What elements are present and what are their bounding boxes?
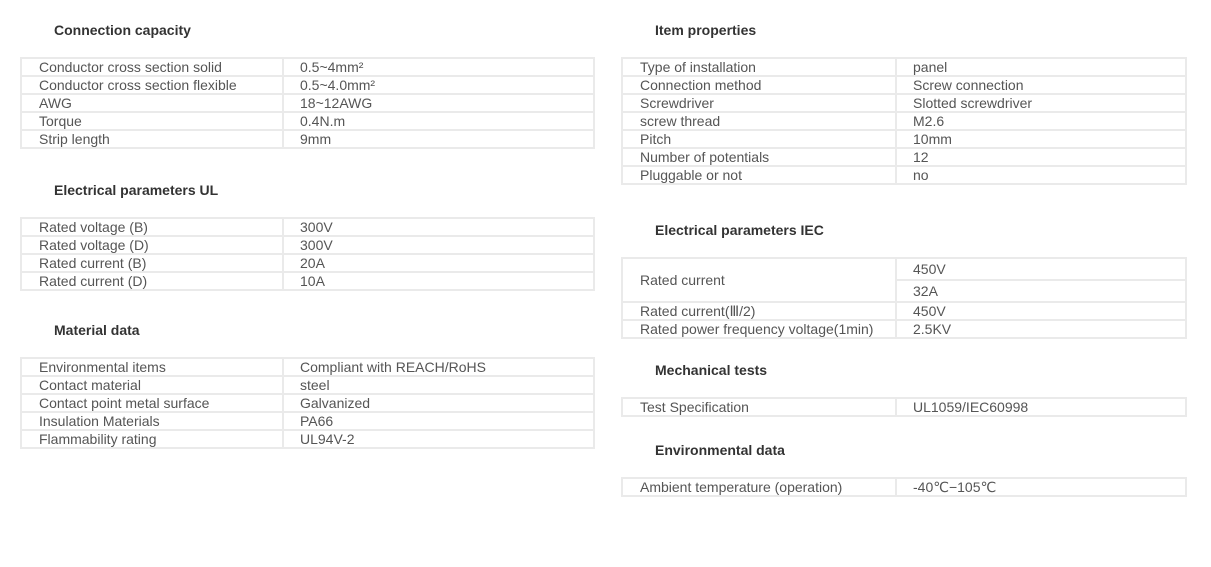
spec-label: Insulation Materials <box>21 412 283 430</box>
spec-label: Rated current(Ⅲ/2) <box>622 302 896 320</box>
spec-value: UL1059/IEC60998 <box>896 398 1186 416</box>
spec-value: 450V <box>913 261 946 277</box>
environmental-data-title: Environmental data <box>655 442 785 458</box>
spec-value: panel <box>896 58 1186 76</box>
spec-value: 12 <box>896 148 1186 166</box>
spec-label: Type of installation <box>622 58 896 76</box>
table-row <box>21 130 594 148</box>
spec-label: Screwdriver <box>622 94 896 112</box>
table-row <box>622 320 1186 338</box>
spec-label: AWG <box>21 94 283 112</box>
spec-value-stack <box>896 258 1186 302</box>
table-row <box>21 218 594 236</box>
table-row <box>622 302 1186 320</box>
spec-value: Galvanized <box>283 394 594 412</box>
table-row <box>21 76 594 94</box>
table-row <box>622 58 1186 76</box>
connection-capacity-table <box>20 57 595 149</box>
item-properties-title: Item properties <box>655 22 757 38</box>
table-row <box>622 478 1186 496</box>
spec-value: M2.6 <box>896 112 1186 130</box>
spec-label: Number of potentials <box>622 148 896 166</box>
material-data-table <box>20 357 595 449</box>
spec-value: 18~12AWG <box>283 94 594 112</box>
spec-value: -40℃−105℃ <box>896 478 1186 496</box>
spec-label: Flammability rating <box>21 430 283 448</box>
connection-capacity-title: Connection capacity <box>54 22 191 38</box>
spec-value: steel <box>283 376 594 394</box>
item-properties-table <box>621 57 1187 185</box>
spec-value: 0.4N.m <box>283 112 594 130</box>
mechanical-tests-table <box>621 397 1187 417</box>
spec-value: PA66 <box>283 412 594 430</box>
electrical-iec-table <box>621 257 1187 339</box>
mechanical-tests-title: Mechanical tests <box>655 362 768 378</box>
spec-label: Strip length <box>21 130 283 148</box>
spec-label: Rated current (B) <box>21 254 283 272</box>
environmental-data-table <box>621 477 1187 497</box>
table-row <box>622 94 1186 112</box>
spec-value: 450V <box>896 302 1186 320</box>
electrical-ul-table <box>20 217 595 291</box>
electrical-ul-title: Electrical parameters UL <box>54 182 219 198</box>
table-row <box>21 394 594 412</box>
table-row <box>21 376 594 394</box>
spec-value: UL94V-2 <box>283 430 594 448</box>
table-row <box>21 254 594 272</box>
spec-label: Contact material <box>21 376 283 394</box>
spec-label: Conductor cross section flexible <box>21 76 283 94</box>
spec-label: Torque <box>21 112 283 130</box>
spec-value: 10A <box>283 272 594 290</box>
spec-label: Test Specification <box>622 398 896 416</box>
spec-label: Environmental items <box>21 358 283 376</box>
table-row <box>21 58 594 76</box>
spec-label: Rated voltage (D) <box>21 236 283 254</box>
material-data-title: Material data <box>54 322 140 338</box>
table-row <box>21 430 594 448</box>
spec-label: Connection method <box>622 76 896 94</box>
table-row <box>21 412 594 430</box>
spec-value: 0.5~4mm² <box>283 58 594 76</box>
table-row <box>622 76 1186 94</box>
table-row <box>622 130 1186 148</box>
spec-value: 10mm <box>896 130 1186 148</box>
spec-label: Contact point metal surface <box>21 394 283 412</box>
spec-value: no <box>896 166 1186 184</box>
spec-value: Screw connection <box>896 76 1186 94</box>
table-row <box>622 258 1186 302</box>
spec-label: screw thread <box>622 112 896 130</box>
table-row <box>622 148 1186 166</box>
table-row <box>21 236 594 254</box>
spec-label: Pitch <box>622 130 896 148</box>
table-row <box>21 94 594 112</box>
spec-value: 300V <box>283 218 594 236</box>
spec-label: Conductor cross section solid <box>21 58 283 76</box>
spec-label: Ambient temperature (operation) <box>622 478 896 496</box>
spec-value: Compliant with REACH/RoHS <box>283 358 594 376</box>
table-row <box>622 112 1186 130</box>
table-row <box>21 112 594 130</box>
spec-value: 9mm <box>283 130 594 148</box>
spec-value: 2.5KV <box>896 320 1186 338</box>
spec-label: Rated current <box>622 258 896 302</box>
spec-value: Slotted screwdriver <box>896 94 1186 112</box>
spec-label: Pluggable or not <box>622 166 896 184</box>
spec-label: Rated power frequency voltage(1min) <box>622 320 896 338</box>
table-row <box>622 166 1186 184</box>
table-row <box>21 272 594 290</box>
spec-value: 0.5~4.0mm² <box>283 76 594 94</box>
electrical-iec-title: Electrical parameters IEC <box>655 222 824 238</box>
table-row <box>21 358 594 376</box>
spec-label: Rated current (D) <box>21 272 283 290</box>
table-row <box>622 398 1186 416</box>
spec-value: 300V <box>283 236 594 254</box>
spec-value: 32A <box>897 279 1185 301</box>
spec-label: Rated voltage (B) <box>21 218 283 236</box>
spec-value: 20A <box>283 254 594 272</box>
